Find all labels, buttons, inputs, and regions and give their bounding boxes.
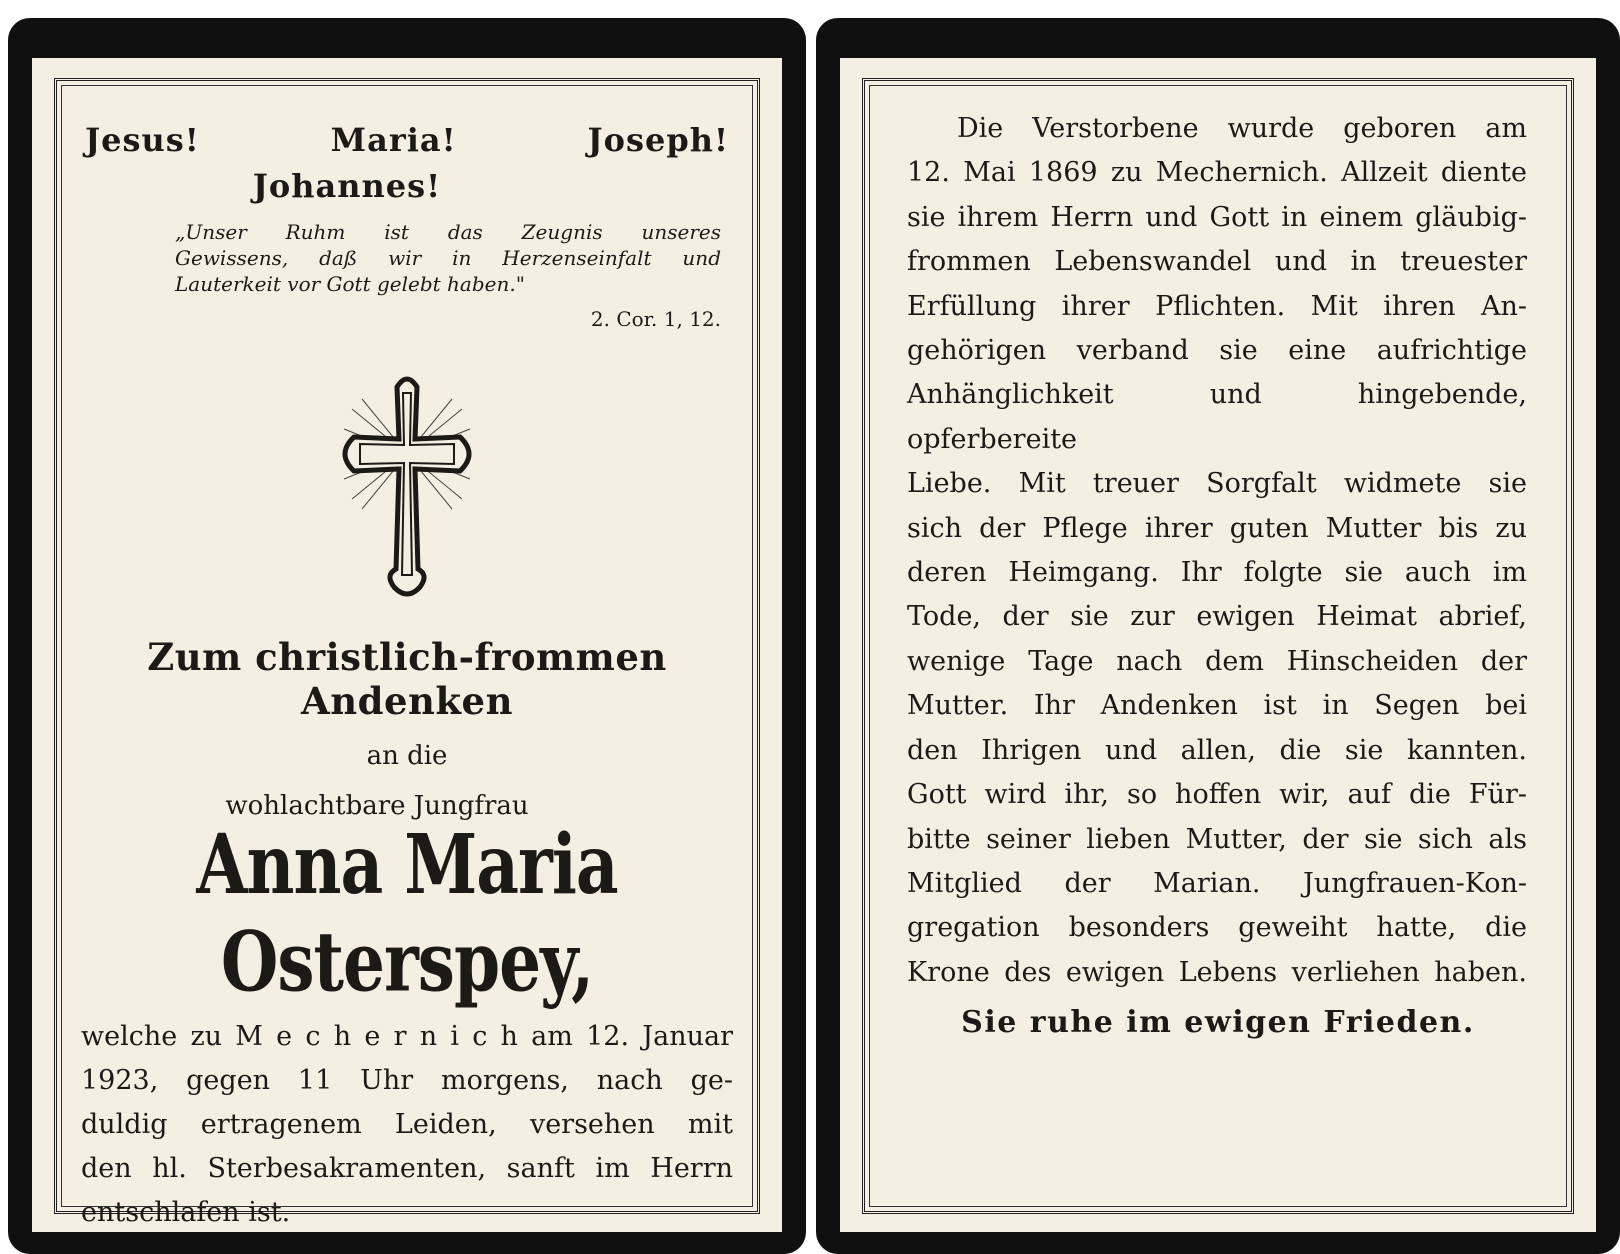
memoriam-heading: Zum christlich-frommen Andenken — [147, 635, 667, 723]
biography-line: Tode, der sie zur ewigen Heimat abrief, — [907, 601, 1527, 633]
left-card — [8, 18, 806, 1254]
left-card-frame — [54, 78, 760, 1228]
biography-line: sie ihrem Herrn und Gott in einem gläubig- — [907, 201, 1527, 233]
biography-line: 12. Mai 1869 zu Mechernich. Allzeit diente — [907, 157, 1527, 189]
biography — [907, 107, 1527, 995]
biography-line: Krone des ewigen Lebens verliehen haben. — [907, 956, 1527, 988]
biography-line: frommen Lebenswandel und in treuester — [907, 246, 1527, 278]
biography-line: Mitglied der Marian. Jungfrauen-Kon- — [907, 867, 1527, 899]
an-die-text: an die — [366, 741, 448, 771]
quote-line: „Unser Ruhm ist das Zeugnis unseres — [175, 220, 721, 244]
death-notice-line: 1923, gegen 11 Uhr morgens, nach ge- — [81, 1065, 733, 1096]
death-notice — [81, 1015, 733, 1235]
left-card-paper — [32, 58, 782, 1232]
biography-line: gehörigen verband sie eine aufrichtige — [907, 335, 1527, 367]
epithet-text: wohlachtbare Jungfrau — [225, 791, 529, 821]
holy-names — [81, 121, 733, 159]
scripture-quote — [175, 219, 721, 297]
death-notice-line: welche zu M e c h e r n i c h am 12. Januar — [81, 1021, 733, 1052]
holy-name-jesus: Jesus! — [85, 121, 200, 159]
biography-line: Anhänglichkeit und hingebende, opferbereite — [907, 379, 1527, 455]
death-notice-line: duldig ertragenem Leiden, versehen mit — [81, 1109, 733, 1140]
biography-line: Mutter. Ihr Andenken ist in Segen bei — [907, 690, 1527, 722]
biography-line: Gott wird ihr, so hoffen wir, auf die Für- — [907, 779, 1527, 811]
deceased-name: Anna Maria Osterspey, — [196, 815, 618, 1011]
biography-line: gregation besonders geweiht hatte, die — [907, 912, 1527, 944]
holy-name-joseph: Joseph! — [587, 121, 729, 159]
right-card-content — [865, 81, 1571, 1211]
holy-name-johannes: Johannes! — [252, 167, 442, 205]
closing-blessing: Sie ruhe im ewigen Frieden. — [961, 1005, 1475, 1041]
quote-line: Gewissens, daß wir in Herzenseinfalt und — [175, 246, 721, 270]
right-card-paper — [840, 58, 1596, 1232]
death-notice-line: den hl. Sterbesakramenten, sanft im Herrn — [81, 1153, 733, 1184]
right-card — [816, 18, 1620, 1254]
biography-line: sich der Pflege ihrer guten Mutter bis zu — [907, 512, 1527, 544]
left-card-content — [57, 81, 757, 1228]
cross-icon — [332, 369, 482, 599]
biography-line: Erfüllung ihrer Pflichten. Mit ihren An- — [907, 290, 1527, 322]
biography-line: bitte seiner lieben Mutter, der sie sich als — [907, 823, 1527, 855]
biography-line: Liebe. Mit treuer Sorgfalt widmete sie — [907, 468, 1527, 500]
death-notice-line: entschlafen ist. — [81, 1197, 291, 1228]
quote-line: Lauterkeit vor Gott gelebt haben." — [175, 272, 525, 296]
scripture-reference: 2. Cor. 1, 12. — [590, 307, 721, 331]
biography-line: den Ihrigen und allen, die sie kannten. — [907, 734, 1527, 766]
biography-line: deren Heimgang. Ihr folgte sie auch im — [907, 557, 1527, 589]
biography-line: wenige Tage nach dem Hinscheiden der — [907, 645, 1527, 677]
right-card-frame — [862, 78, 1574, 1214]
holy-name-maria: Maria! — [330, 121, 457, 159]
biography-line: Die Verstorbene wurde geboren am — [957, 113, 1527, 144]
